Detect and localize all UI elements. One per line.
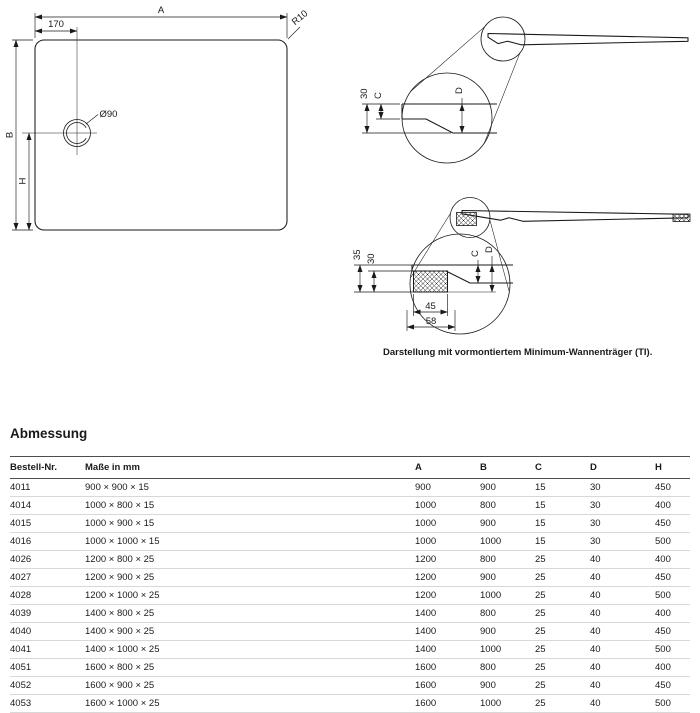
col-header-h: H (655, 457, 690, 479)
table-cell: 500 (655, 587, 690, 605)
table-row (10, 533, 690, 551)
detail-circle-small-1 (481, 17, 525, 61)
table-cell: 4015 (10, 515, 85, 533)
table-cell: 1600 × 900 × 25 (85, 677, 415, 695)
table-row (10, 695, 690, 713)
table-cell: 1400 (415, 605, 480, 623)
table-cell: 40 (590, 569, 655, 587)
table-cell: 1400 (415, 623, 480, 641)
drain-centerlines (22, 27, 97, 155)
table-cell: 900 (415, 479, 480, 497)
dim-label-30-1: 30 (359, 88, 370, 99)
table-cell: 1200 (415, 569, 480, 587)
table-cell: 1400 × 800 × 25 (85, 605, 415, 623)
table-cell: 25 (535, 695, 590, 713)
table-cell: 400 (655, 497, 690, 515)
dim-r10-leader (288, 27, 300, 39)
table-header (10, 457, 690, 479)
table-cell: 1000 (415, 515, 480, 533)
table-cell: 400 (655, 551, 690, 569)
tray-profile-2 (462, 211, 688, 222)
table-cell: 1200 × 800 × 25 (85, 551, 415, 569)
table-cell: 4027 (10, 569, 85, 587)
table-cell: 450 (655, 569, 690, 587)
table-cell: 1000 (480, 533, 535, 551)
table-cell: 900 (480, 677, 535, 695)
table-cell: 1000 × 800 × 15 (85, 497, 415, 515)
table-cell: 1600 (415, 659, 480, 677)
table-cell: 1200 (415, 587, 480, 605)
dim-label-d1: D (454, 87, 465, 94)
table-cell: 900 (480, 569, 535, 587)
table-cell: 40 (590, 623, 655, 641)
table-cell: 40 (590, 695, 655, 713)
table-cell: 40 (590, 587, 655, 605)
dim-label-c2: C (470, 250, 481, 257)
table-cell: 25 (535, 641, 590, 659)
table-cell: 800 (480, 497, 535, 515)
table-cell: 500 (655, 533, 690, 551)
table-cell: 450 (655, 623, 690, 641)
table-cell: 900 (480, 623, 535, 641)
table-cell: 25 (535, 587, 590, 605)
table-cell: 1600 × 1000 × 25 (85, 695, 415, 713)
col-header-bestell-nr: Bestell-Nr. (10, 457, 85, 479)
table-cell: 1600 (415, 677, 480, 695)
col-header-a: A (415, 457, 480, 479)
support-block-right (673, 214, 690, 222)
dim-drain-leader (86, 115, 98, 125)
table-cell: 450 (655, 515, 690, 533)
table-row (10, 497, 690, 515)
table-cell: 1400 × 1000 × 25 (85, 641, 415, 659)
table-cell: 1000 (415, 533, 480, 551)
dim-label-170: 170 (48, 19, 64, 30)
dim-label-35: 35 (352, 249, 363, 260)
table-cell: 4053 (10, 695, 85, 713)
table-cell: 4028 (10, 587, 85, 605)
table-cell: 25 (535, 623, 590, 641)
table-row (10, 623, 690, 641)
detail-circle-large-1 (402, 73, 492, 163)
table-cell: 4011 (10, 479, 85, 497)
table-cell: 25 (535, 605, 590, 623)
table-cell: 30 (590, 515, 655, 533)
table-cell: 30 (590, 479, 655, 497)
table-cell: 4052 (10, 677, 85, 695)
dim-label-c1: C (373, 92, 384, 99)
table-cell: 1000 (480, 641, 535, 659)
table-cell: 40 (590, 551, 655, 569)
table-row (10, 569, 690, 587)
dimensions-table (10, 456, 690, 713)
table-cell: 1200 × 900 × 25 (85, 569, 415, 587)
table-cell: 1000 (480, 587, 535, 605)
table-cell: 4040 (10, 623, 85, 641)
table-cell: 15 (535, 515, 590, 533)
dimensions-table-body (10, 479, 690, 713)
tray-profile-1 (488, 34, 688, 45)
dimensions-section (10, 426, 690, 713)
col-header-d: D (590, 457, 655, 479)
dim-label-h: H (17, 177, 29, 185)
table-row (10, 479, 690, 497)
dim-label-b: B (4, 131, 16, 139)
table-row (10, 605, 690, 623)
table-cell: 800 (480, 659, 535, 677)
table-cell: 1000 (480, 695, 535, 713)
table-cell: 15 (535, 497, 590, 515)
table-cell: 1400 (415, 641, 480, 659)
dim-label-45: 45 (425, 301, 436, 312)
table-cell: 40 (590, 641, 655, 659)
table-row (10, 551, 690, 569)
table-cell: 40 (590, 605, 655, 623)
table-cell: 40 (590, 659, 655, 677)
table-cell: 1600 (415, 695, 480, 713)
table-cell: 25 (535, 569, 590, 587)
table-cell: 1000 × 900 × 15 (85, 515, 415, 533)
table-cell: 4016 (10, 533, 85, 551)
table-cell: 15 (535, 533, 590, 551)
section-view-2 (352, 198, 690, 335)
table-cell: 450 (655, 479, 690, 497)
table-cell: 4051 (10, 659, 85, 677)
table-cell: 800 (480, 551, 535, 569)
dim-label-a: A (157, 5, 165, 16)
table-cell: 400 (655, 659, 690, 677)
table-cell: 900 (480, 515, 535, 533)
table-cell: 30 (590, 497, 655, 515)
table-cell: 25 (535, 659, 590, 677)
table-cell: 1600 × 800 × 25 (85, 659, 415, 677)
table-row (10, 659, 690, 677)
table-cell: 900 × 900 × 15 (85, 479, 415, 497)
col-header-masse: Maße in mm (85, 457, 415, 479)
section-title: Abmessung (10, 426, 88, 441)
col-header-c: C (535, 457, 590, 479)
table-cell: 1000 (415, 497, 480, 515)
table-row (10, 641, 690, 659)
edge-profile-1 (402, 104, 497, 133)
dim-label-30-2: 30 (366, 253, 377, 264)
col-header-b: B (480, 457, 535, 479)
table-cell: 500 (655, 641, 690, 659)
dim-label-d2: D (484, 246, 495, 253)
table-cell: 15 (535, 479, 590, 497)
table-cell: 1000 × 1000 × 15 (85, 533, 415, 551)
table-cell: 1400 × 900 × 25 (85, 623, 415, 641)
table-cell: 1200 (415, 551, 480, 569)
table-row (10, 587, 690, 605)
dim-label-drain-diameter: Ø90 (99, 109, 118, 120)
table-cell: 450 (655, 677, 690, 695)
table-cell: 800 (480, 605, 535, 623)
table-cell: 25 (535, 677, 590, 695)
section-view-1 (359, 17, 688, 163)
table-header-row (10, 457, 690, 479)
dim-label-58: 58 (425, 316, 437, 327)
dim-extensions-2-left (354, 265, 414, 292)
drawing-caption: Darstellung mit vormontiertem Minimum-Wannenträger (TI). (383, 347, 653, 358)
support-detail-block (414, 271, 448, 292)
table-row (10, 515, 690, 533)
support-block-left (457, 213, 477, 226)
table-cell: 30 (590, 533, 655, 551)
dim-label-r10: R10 (289, 8, 311, 28)
table-cell: 25 (535, 551, 590, 569)
tray-outline (35, 40, 287, 230)
table-cell: 4026 (10, 551, 85, 569)
table-cell: 1200 × 1000 × 25 (85, 587, 415, 605)
table-cell: 4014 (10, 497, 85, 515)
table-cell: 4039 (10, 605, 85, 623)
table-cell: 900 (480, 479, 535, 497)
detail-projection-lines-1 (410, 27, 520, 144)
plan-view (5, 5, 311, 230)
table-cell: 400 (655, 605, 690, 623)
table-cell: 40 (590, 677, 655, 695)
table-row (10, 677, 690, 695)
table-cell: 4041 (10, 641, 85, 659)
table-cell: 500 (655, 695, 690, 713)
